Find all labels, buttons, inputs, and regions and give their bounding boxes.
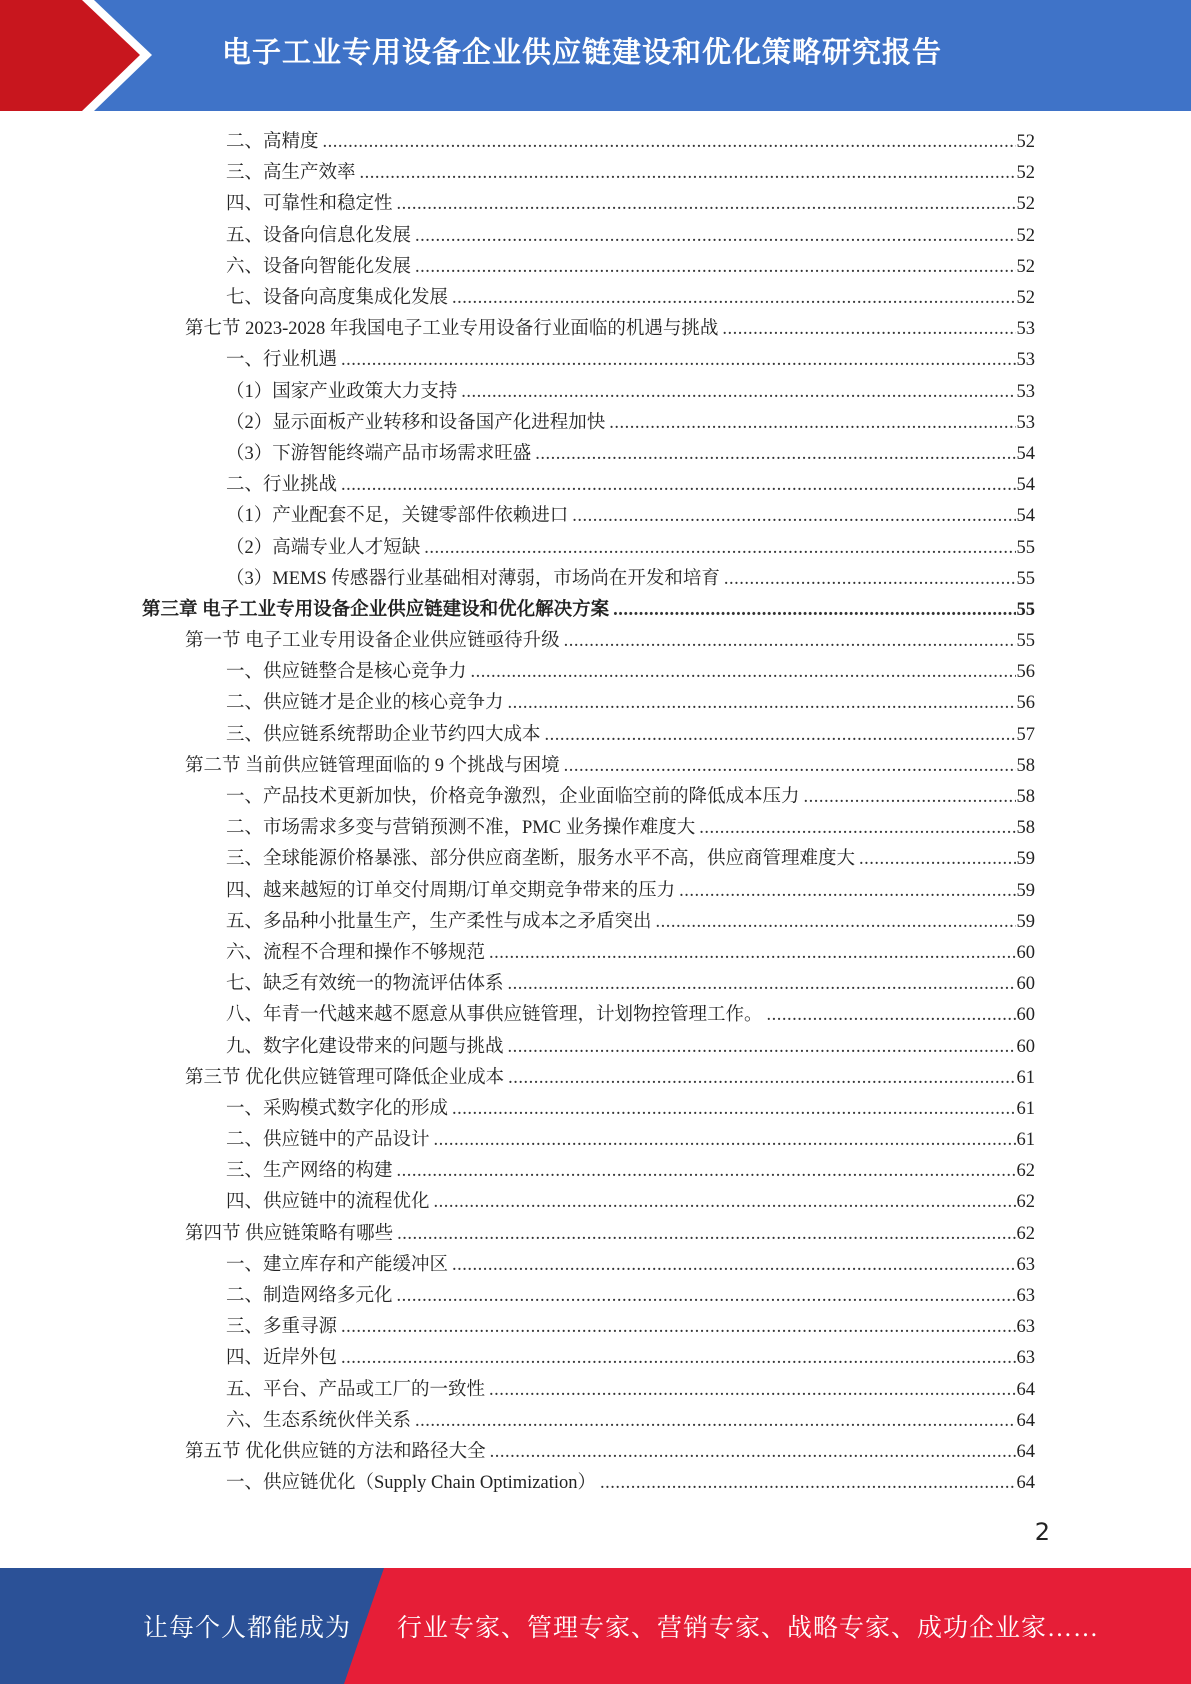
toc-subsection-entry[interactable] [0,1250,1035,1281]
toc-entry-page: 60 [1016,974,1035,995]
toc-dot-leader [341,1312,1015,1343]
toc-subsection-entry[interactable] [0,1031,1035,1062]
toc-entry-page: 53 [1016,319,1035,340]
toc-entry-page: 54 [1016,506,1035,527]
footer-slogan-left: 让每个人都能成为 [143,1615,352,1642]
toc-dot-leader [471,657,1016,688]
toc-entry-label: 八、年青一代越来越不愿意从事供应链管理，计划物控管理工作。 [226,1005,763,1026]
toc-entry-label: 三、生产网络的构建 [226,1161,393,1182]
toc-entry-label: （2）高端专业人才短缺 [226,537,421,558]
toc-entry-label: 四、越来越短的订单交付周期/订单交期竞争带来的压力 [226,880,676,901]
toc-entry-page: 62 [1016,1161,1035,1182]
toc-subsection-entry[interactable] [0,283,1035,314]
toc-entry-label: 二、高精度 [226,132,319,153]
toc-dot-leader [508,688,1016,719]
toc-subsection-entry[interactable] [0,189,1035,220]
toc-entry-label: （3）MEMS 传感器行业基础相对薄弱，市场尚在开发和培育 [226,568,720,589]
toc-entry-page: 53 [1016,412,1035,433]
toc-dot-leader [452,283,1015,314]
toc-entry-label: （1）国家产业政策大力支持 [226,381,458,402]
toc-subsection-entry[interactable] [0,1187,1035,1218]
toc-entry-label: 四、可靠性和稳定性 [226,194,393,215]
toc-subsection-entry[interactable] [0,1468,1035,1499]
toc-entry-page: 59 [1016,880,1035,901]
toc-entry-page: 62 [1016,1223,1035,1244]
toc-entry-page: 52 [1016,225,1035,246]
toc-subsection-entry[interactable] [0,221,1035,252]
toc-dot-leader [859,844,1015,875]
toc-entry-label: 二、供应链中的产品设计 [226,1130,430,1151]
toc-entry-page: 61 [1016,1098,1035,1119]
toc-entry-label: 一、供应链整合是核心竞争力 [226,662,467,683]
toc-entry-page: 56 [1016,662,1035,683]
toc-entry-label: 七、缺乏有效统一的物流评估体系 [226,974,504,995]
toc-subsection-entry[interactable] [0,127,1035,158]
toc-entry-page: 57 [1016,724,1035,745]
toc-dot-leader [489,938,1015,969]
toc-entry-label: 二、市场需求多变与营销预测不准，PMC 业务操作难度大 [226,818,696,839]
toc-entry-page: 55 [1016,599,1035,620]
toc-entry-page: 59 [1016,911,1035,932]
table-of-contents [0,127,1191,1499]
toc-entry-label: （3）下游智能终端产品市场需求旺盛 [226,443,532,464]
toc-entry-label: 五、设备向信息化发展 [226,225,412,246]
toc-subsection-entry[interactable] [0,1281,1035,1312]
toc-subsection-entry[interactable] [0,158,1035,189]
toc-dot-leader [461,377,1015,408]
toc-entry-page: 52 [1016,288,1035,309]
toc-entry-page: 58 [1016,787,1035,808]
toc-entry-label: 三、高生产效率 [226,163,356,184]
toc-dot-leader [341,345,1015,376]
toc-entry-page: 58 [1016,755,1035,776]
toc-subsection-entry[interactable] [0,876,1035,907]
toc-section-entry[interactable] [0,751,1035,782]
toc-entry-page: 55 [1016,537,1035,558]
toc-entry-page: 53 [1016,350,1035,371]
toc-entry-page: 61 [1016,1130,1035,1151]
toc-entry-label: 第一节 电子工业专用设备企业供应链亟待升级 [185,631,560,652]
toc-dot-leader [397,1156,1016,1187]
toc-entry-page: 60 [1016,1005,1035,1026]
toc-dot-leader [452,1094,1015,1125]
toc-subsection-entry[interactable] [0,470,1035,501]
toc-dot-leader [323,127,1016,158]
toc-subsection-entry[interactable] [0,252,1035,283]
toc-section-entry[interactable] [0,314,1035,345]
toc-entry-page: 54 [1016,443,1035,464]
toc-entry-page: 52 [1016,194,1035,215]
toc-dot-leader [545,720,1016,751]
toc-subsection-entry[interactable] [0,938,1035,969]
toc-subsection-entry[interactable] [0,1406,1035,1437]
toc-entry-label: 四、供应链中的流程优化 [226,1192,430,1213]
toc-entry-label: （2）显示面板产业转移和设备国产化进程加快 [226,412,606,433]
toc-entry-label: 四、近岸外包 [226,1348,338,1369]
toc-entry-label: 三、多重寻源 [226,1317,338,1338]
toc-entry-label: 第七节 2023-2028 年我国电子工业专用设备行业面临的机遇与挑战 [185,319,719,340]
toc-subsection-entry[interactable] [0,657,1035,688]
toc-entry-label: 三、全球能源价格暴涨、部分供应商垄断，服务水平不高，供应商管理难度大 [226,849,856,870]
toc-dot-leader [341,1343,1015,1374]
toc-entry-page: 53 [1016,381,1035,402]
footer-banner [0,1568,1191,1684]
toc-subsection-entry[interactable] [0,720,1035,751]
toc-entry-page: 64 [1016,1410,1035,1431]
toc-section-entry[interactable] [0,626,1035,657]
toc-entry-label: 第三章 电子工业专用设备企业供应链建设和优化解决方案 [142,599,610,620]
toc-dot-leader [508,1063,1015,1094]
toc-dot-leader [600,1468,1016,1499]
toc-entry-page: 63 [1016,1254,1035,1275]
toc-subsection-entry[interactable] [0,1125,1035,1156]
toc-entry-page: 64 [1016,1441,1035,1462]
toc-dot-leader [452,1250,1015,1281]
toc-subsection-entry[interactable] [0,1375,1035,1406]
toc-entry-label: 二、供应链才是企业的核心竞争力 [226,693,504,714]
toc-entry-page: 59 [1016,849,1035,870]
toc-dot-leader [415,1406,1015,1437]
toc-entry-label: 二、制造网络多元化 [226,1286,393,1307]
toc-dot-leader [489,1375,1015,1406]
toc-entry-label: 第五节 优化供应链的方法和路径大全 [185,1441,486,1462]
toc-entry-label: 一、行业机遇 [226,350,338,371]
toc-dot-leader [656,907,1016,938]
toc-entry-page: 63 [1016,1286,1035,1307]
toc-dot-leader [434,1125,1016,1156]
toc-subsection-entry[interactable] [0,907,1035,938]
toc-dot-leader [699,813,1015,844]
toc-entry-page: 64 [1016,1473,1035,1494]
toc-dot-leader [434,1187,1016,1218]
toc-subsection-entry[interactable] [0,532,1035,563]
toc-entry-label: 六、设备向智能化发展 [226,256,412,277]
toc-entry-page: 64 [1016,1379,1035,1400]
toc-entry-label: （1）产业配套不足，关键零部件依赖进口 [226,506,569,527]
toc-entry-label: 一、建立库存和产能缓冲区 [226,1254,449,1275]
toc-section-entry[interactable] [0,1219,1035,1250]
toc-dot-leader [415,221,1015,252]
header-red-chevron-icon [0,0,140,111]
toc-dot-leader [609,408,1015,439]
toc-dot-leader [397,189,1016,220]
toc-subsection-entry[interactable] [0,782,1035,813]
toc-dot-leader [415,252,1015,283]
toc-entry-label: 六、生态系统伙伴关系 [226,1410,412,1431]
toc-section-entry[interactable] [0,1437,1035,1468]
toc-dot-leader [508,969,1016,1000]
toc-entry-label: 第三节 优化供应链管理可降低企业成本 [185,1067,505,1088]
toc-dot-leader [724,564,1016,595]
toc-entry-page: 52 [1016,163,1035,184]
toc-entry-page: 55 [1016,631,1035,652]
toc-subsection-entry[interactable] [0,408,1035,439]
toc-subsection-entry[interactable] [0,1312,1035,1343]
toc-subsection-entry[interactable] [0,688,1035,719]
toc-entry-page: 60 [1016,1036,1035,1057]
toc-subsection-entry[interactable] [0,813,1035,844]
toc-dot-leader [613,595,1015,626]
toc-dot-leader [722,314,1015,345]
toc-entry-page: 55 [1016,568,1035,589]
toc-subsection-entry[interactable] [0,564,1035,595]
toc-dot-leader [360,158,1016,189]
toc-entry-page: 62 [1016,1192,1035,1213]
toc-section-entry[interactable] [0,1063,1035,1094]
toc-dot-leader [397,1281,1016,1312]
toc-subsection-entry[interactable] [0,1156,1035,1187]
toc-entry-label: 一、产品技术更新加快，价格竞争激烈，企业面临空前的降低成本压力 [226,787,800,808]
toc-dot-leader [535,439,1015,470]
toc-entry-label: 一、供应链优化（Supply Chain Optimization） [226,1473,596,1494]
toc-dot-leader [341,470,1015,501]
toc-entry-label: 二、行业挑战 [226,475,338,496]
toc-entry-label: 第四节 供应链策略有哪些 [185,1223,394,1244]
footer-slogan-right: 行业专家、管理专家、营销专家、战略专家、成功企业家…… [397,1615,1100,1642]
toc-entry-page: 63 [1016,1317,1035,1338]
toc-entry-label: 七、设备向高度集成化发展 [226,288,449,309]
toc-entry-label: 六、流程不合理和操作不够规范 [226,942,486,963]
toc-dot-leader [490,1437,1016,1468]
toc-subsection-entry[interactable] [0,1094,1035,1125]
toc-dot-leader [424,533,1015,564]
toc-dot-leader [564,751,1016,782]
toc-entry-label: 三、供应链系统帮助企业节约四大成本 [226,724,541,745]
toc-entry-label: 五、平台、产品或工厂的一致性 [226,1379,486,1400]
toc-entry-page: 63 [1016,1348,1035,1369]
toc-subsection-entry[interactable] [0,1000,1035,1031]
toc-entry-label: 五、多品种小批量生产，生产柔性与成本之矛盾突出 [226,911,652,932]
toc-subsection-entry[interactable] [0,501,1035,532]
toc-chapter-entry[interactable] [0,595,1035,626]
toc-entry-page: 54 [1016,475,1035,496]
toc-subsection-entry[interactable] [0,844,1035,875]
toc-entry-page: 56 [1016,693,1035,714]
toc-subsection-entry[interactable] [0,969,1035,1000]
toc-entry-label: 一、采购模式数字化的形成 [226,1098,449,1119]
toc-subsection-entry[interactable] [0,377,1035,408]
toc-entry-page: 60 [1016,942,1035,963]
toc-dot-leader [767,1000,1016,1031]
toc-entry-label: 九、数字化建设带来的问题与挑战 [226,1036,504,1057]
toc-entry-label: 第二节 当前供应链管理面临的 9 个挑战与困境 [185,755,560,776]
toc-dot-leader [397,1219,1015,1250]
toc-dot-leader [572,501,1015,532]
toc-entry-page: 61 [1016,1067,1035,1088]
toc-subsection-entry[interactable] [0,1343,1035,1374]
toc-dot-leader [508,1032,1016,1063]
toc-entry-page: 52 [1016,132,1035,153]
toc-entry-page: 52 [1016,256,1035,277]
toc-entry-page: 58 [1016,818,1035,839]
document-title: 电子工业专用设备企业供应链建设和优化策略研究报告 [222,35,943,69]
toc-subsection-entry[interactable] [0,345,1035,376]
toc-dot-leader [804,782,1016,813]
toc-subsection-entry[interactable] [0,439,1035,470]
toc-dot-leader [679,876,1015,907]
page-number: 2 [1034,1518,1050,1546]
toc-dot-leader [564,626,1016,657]
header-banner [0,0,1191,111]
